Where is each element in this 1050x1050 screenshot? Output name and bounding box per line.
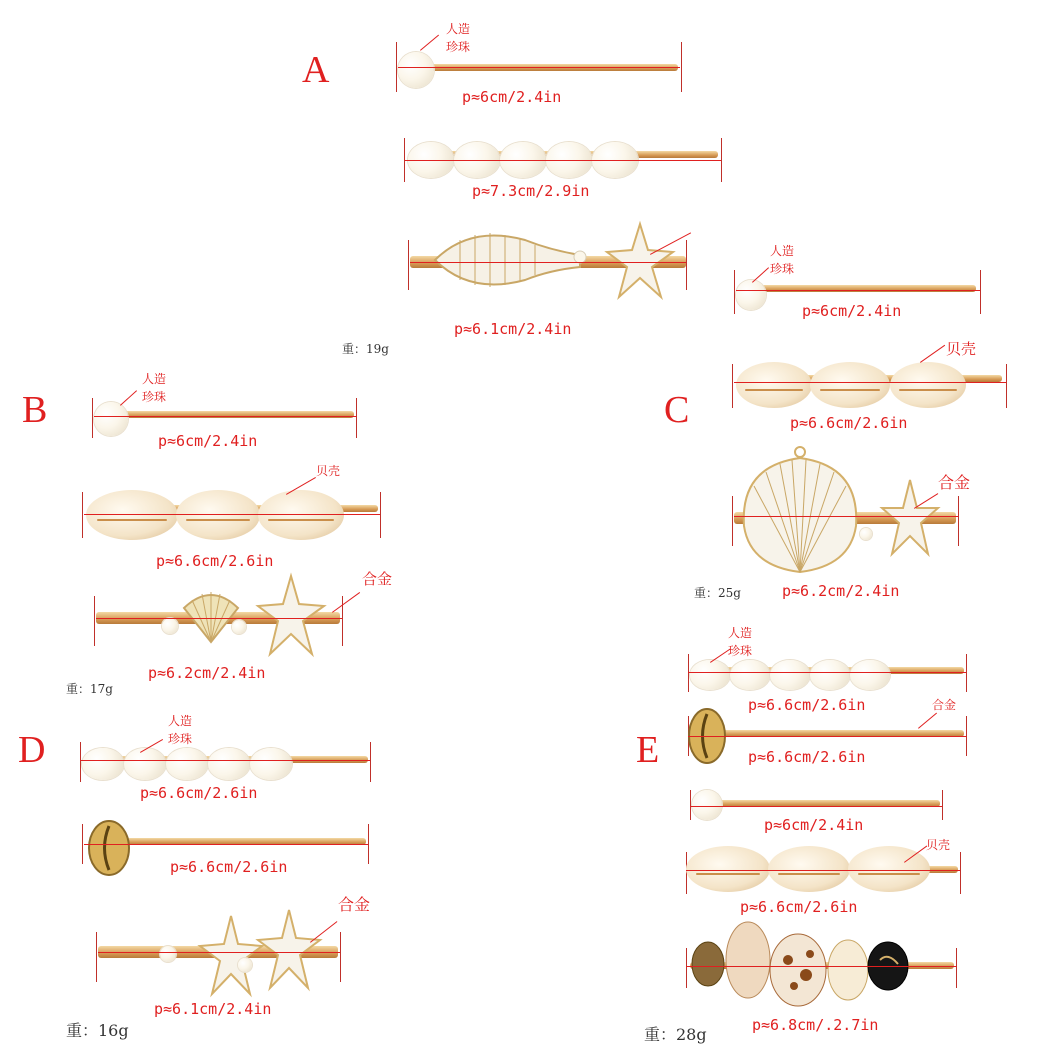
pearl (850, 660, 890, 690)
size-label: p≈6cm/2.4in (764, 816, 864, 834)
size-label: p≈6.8cm/.2.7in (752, 1016, 879, 1034)
size-label: p≈6.6cm/2.6in (748, 748, 866, 766)
size-label: p≈7.3cm/2.9in (472, 182, 590, 200)
callout-line-1: 人造 (770, 244, 795, 258)
callout-pearl (142, 370, 166, 406)
starfish-icon (198, 914, 264, 998)
starfish-icon (880, 478, 940, 558)
pearl (398, 52, 434, 88)
starfish-icon (256, 574, 326, 658)
pearl (736, 280, 766, 310)
size-label: p≈6.6cm/2.6in (156, 552, 274, 570)
callout-line-1: 人造 (168, 714, 193, 728)
pearl (124, 748, 166, 780)
pearl (810, 660, 850, 690)
size-label: p≈6cm/2.4in (462, 88, 562, 106)
size-label: p≈6.6cm/2.6in (170, 858, 288, 876)
callout-line-1: 人造 (728, 626, 753, 640)
size-label: p≈6cm/2.4in (158, 432, 258, 450)
shell-ornament-icon (430, 225, 600, 295)
pearl (770, 660, 810, 690)
pearl (94, 402, 128, 436)
starfish-icon (256, 908, 322, 992)
pearl (238, 958, 252, 972)
set-letter-e: E (636, 729, 660, 771)
set-letter-d: D (18, 729, 46, 771)
weight-label-e: 重：28g (644, 1025, 707, 1044)
cowrie-shell (86, 490, 178, 540)
callout-line-2: 珍珠 (446, 40, 471, 54)
callout-pearl (728, 624, 752, 660)
callout-line-1: 人造 (142, 372, 167, 386)
pearl (82, 748, 124, 780)
cowrie-shell (810, 362, 890, 408)
set-letter-b: B (22, 389, 48, 431)
pearl (232, 620, 246, 634)
pearl (160, 946, 176, 962)
callout-shell: 贝壳 (946, 340, 977, 358)
cowrie-shell (890, 362, 966, 408)
cowrie-shell (686, 846, 770, 892)
size-label: p≈6.2cm/2.4in (782, 582, 900, 600)
callout-pearl (168, 712, 192, 748)
weight-label-a: 重：19g (342, 342, 389, 356)
set-letter-a: A (302, 49, 330, 91)
callout-alloy: 合金 (338, 895, 371, 914)
pearl (692, 790, 722, 820)
callout-alloy: 合金 (362, 570, 393, 588)
size-label: p≈6.6cm/2.6in (140, 784, 258, 802)
size-label: p≈6.6cm/2.6in (740, 898, 858, 916)
set-letter-c: C (664, 389, 690, 431)
pearl (860, 528, 872, 540)
size-label: p≈6.2cm/2.4in (148, 664, 266, 682)
callout-pearl (446, 20, 470, 56)
size-label: p≈6.1cm/2.4in (154, 1000, 272, 1018)
gold-cowrie-icon (86, 818, 132, 878)
size-label: p≈6.1cm/2.4in (454, 320, 572, 338)
scallop-shell-icon (740, 446, 866, 574)
pearl (162, 618, 178, 634)
pearl (166, 748, 208, 780)
callout-line-1: 人造 (446, 22, 471, 36)
callout-alloy: 合金 (932, 698, 957, 712)
size-label: p≈6.6cm/2.6in (748, 696, 866, 714)
pearl (250, 748, 292, 780)
callout-alloy: 合金 (938, 473, 971, 492)
callout-pearl (770, 242, 794, 278)
callout-line-2: 珍珠 (728, 644, 753, 658)
weight-label-c: 重：25g (694, 586, 741, 600)
callout-line-2: 珍珠 (142, 390, 167, 404)
callout-shell: 贝壳 (926, 838, 951, 852)
pearl (208, 748, 250, 780)
callout-line-2: 珍珠 (770, 262, 795, 276)
cowrie-shell (768, 846, 850, 892)
pearl (690, 660, 730, 690)
size-label: p≈6.6cm/2.6in (790, 414, 908, 432)
callout-line-2: 珍珠 (168, 732, 193, 746)
callout-shell: 贝壳 (316, 464, 341, 478)
weight-label-b: 重：17g (66, 682, 113, 696)
weight-label-d: 重：16g (66, 1021, 129, 1040)
cowrie-shell (176, 490, 260, 540)
cowrie-shell (736, 362, 812, 408)
pearl (730, 660, 770, 690)
size-label: p≈6cm/2.4in (802, 302, 902, 320)
cowrie-shell (258, 490, 344, 540)
